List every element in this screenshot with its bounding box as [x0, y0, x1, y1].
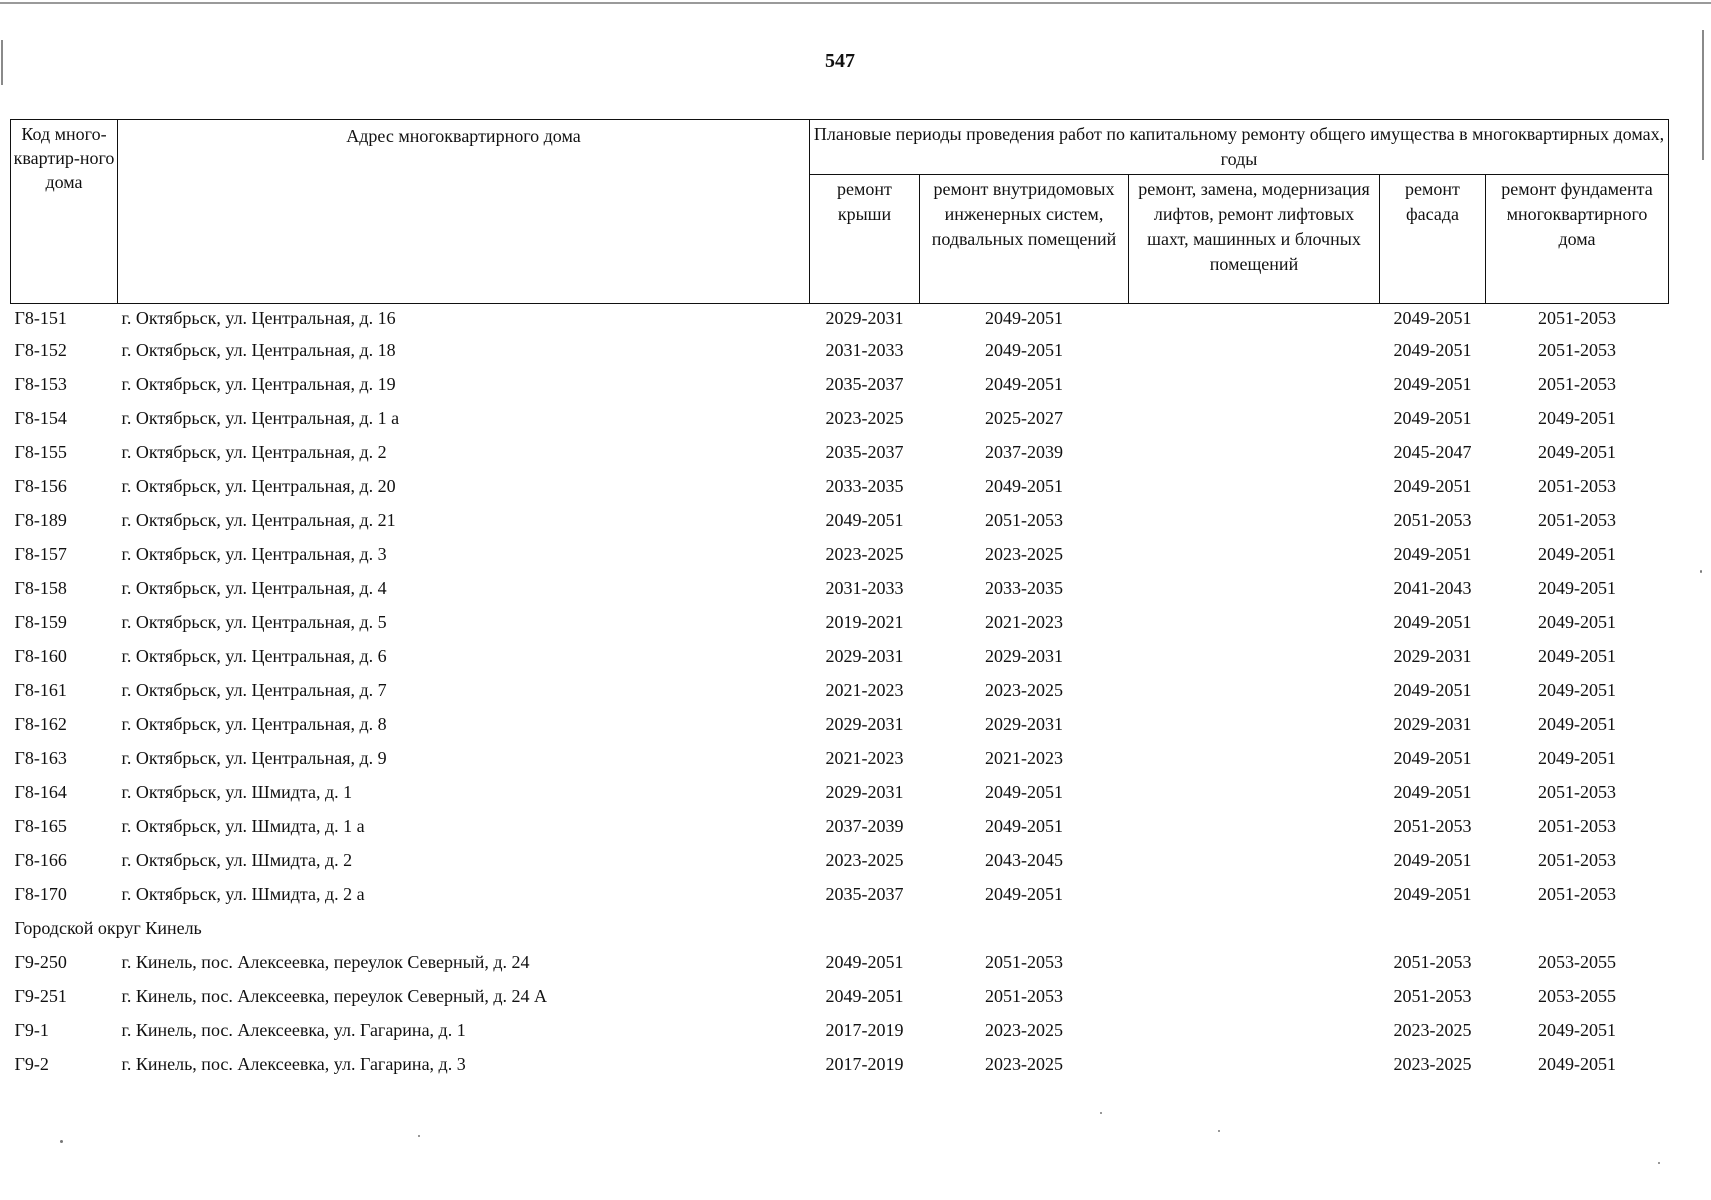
header-periods-group: Плановые периоды проведения работ по капитальному ремонту общего имущества в многоквартирных домах, годы	[810, 120, 1669, 175]
cell-elevators	[1129, 712, 1380, 746]
cell-code: Г9-250	[14, 952, 67, 972]
table-body	[11, 304, 1669, 1087]
table-row	[11, 814, 1669, 848]
cell-foundation: 2053-2055	[1538, 986, 1616, 1006]
cell-facade: 2045-2047	[1393, 442, 1472, 462]
table-row	[11, 440, 1669, 474]
cell-roof: 2029-2031	[825, 308, 904, 328]
cell-elevators	[1129, 406, 1380, 440]
cell-facade: 2049-2051	[1393, 612, 1472, 632]
cell-elevators	[1129, 440, 1380, 474]
cell-elevators	[1129, 1018, 1380, 1052]
cell-address: г. Кинель, пос. Алексеевка, переулок Северный, д. 24 А	[121, 986, 548, 1006]
cell-roof: 2049-2051	[825, 510, 904, 530]
cell-address: г. Октябрьск, ул. Шмидта, д. 1 а	[121, 816, 365, 836]
cell-code: Г8-156	[14, 476, 67, 496]
cell-address: г. Октябрьск, ул. Центральная, д. 19	[121, 374, 396, 394]
cell-engineering: 2023-2025	[985, 544, 1063, 564]
cell-code: Г8-154	[14, 408, 67, 428]
table-row	[11, 780, 1669, 814]
cell-address: г. Октябрьск, ул. Центральная, д. 1 а	[121, 408, 400, 428]
cell-elevators	[1129, 678, 1380, 712]
cell-engineering: 2049-2051	[985, 816, 1063, 836]
cell-address: г. Кинель, пос. Алексеевка, переулок Северный, д. 24	[121, 952, 530, 972]
cell-roof: 2023-2025	[825, 544, 904, 564]
section-title: Городской округ Кинель	[14, 918, 202, 938]
cell-code: Г8-163	[14, 748, 67, 768]
cell-elevators	[1129, 746, 1380, 780]
cell-elevators	[1129, 984, 1380, 1018]
cell-engineering: 2051-2053	[985, 510, 1063, 530]
cell-foundation: 2049-2051	[1538, 646, 1616, 666]
cell-code: Г8-165	[14, 816, 67, 836]
cell-code: Г9-251	[14, 986, 67, 1006]
cell-facade: 2029-2031	[1393, 714, 1472, 734]
cell-roof: 2029-2031	[825, 782, 904, 802]
cell-foundation: 2049-2051	[1538, 578, 1616, 598]
cell-foundation: 2049-2051	[1538, 748, 1616, 768]
cell-address: г. Октябрьск, ул. Шмидта, д. 2	[121, 850, 353, 870]
cell-roof: 2033-2035	[825, 476, 904, 496]
cell-elevators	[1129, 542, 1380, 576]
cell-facade: 2049-2051	[1393, 476, 1472, 496]
cell-code: Г8-155	[14, 442, 67, 462]
cell-engineering: 2043-2045	[985, 850, 1063, 870]
cell-engineering: 2023-2025	[985, 1054, 1063, 1074]
cell-foundation: 2051-2053	[1538, 476, 1616, 496]
section-row	[11, 916, 1669, 950]
cell-engineering: 2029-2031	[985, 714, 1063, 734]
cell-engineering: 2033-2035	[985, 578, 1063, 598]
cell-elevators	[1129, 644, 1380, 678]
cell-engineering: 2049-2051	[985, 884, 1063, 904]
scan-edge-right	[1702, 30, 1704, 160]
cell-code: Г8-164	[14, 782, 67, 802]
cell-foundation: 2049-2051	[1538, 544, 1616, 564]
cell-roof: 2017-2019	[825, 1054, 904, 1074]
cell-roof: 2035-2037	[825, 374, 904, 394]
cell-roof: 2023-2025	[825, 850, 904, 870]
cell-code: Г8-162	[14, 714, 67, 734]
cell-facade: 2049-2051	[1393, 374, 1472, 394]
cell-elevators	[1129, 474, 1380, 508]
cell-elevators	[1129, 882, 1380, 916]
scan-speck	[418, 1135, 420, 1137]
cell-address: г. Октябрьск, ул. Шмидта, д. 2 а	[121, 884, 365, 904]
table-row	[11, 746, 1669, 780]
cell-facade: 2049-2051	[1393, 340, 1472, 360]
cell-elevators	[1129, 610, 1380, 644]
header-elevators: ремонт, замена, модернизация лифтов, ремонт лифтовых шахт, машинных и блочных помещений	[1129, 175, 1380, 304]
cell-roof: 2035-2037	[825, 442, 904, 462]
table-row	[11, 474, 1669, 508]
cell-roof: 2037-2039	[825, 816, 904, 836]
cell-foundation: 2049-2051	[1538, 442, 1616, 462]
cell-code: Г8-153	[14, 374, 67, 394]
header-code: Код много-квартир-ного дома	[11, 120, 118, 304]
table-row	[11, 984, 1669, 1018]
table-row	[11, 678, 1669, 712]
cell-facade: 2051-2053	[1393, 510, 1472, 530]
cell-facade: 2051-2053	[1393, 816, 1472, 836]
cell-engineering: 2049-2051	[985, 374, 1063, 394]
cell-address: г. Октябрьск, ул. Шмидта, д. 1	[121, 782, 353, 802]
header-foundation: ремонт фундамента многоквартирного дома	[1486, 175, 1669, 304]
cell-elevators	[1129, 780, 1380, 814]
cell-facade: 2051-2053	[1393, 986, 1472, 1006]
cell-roof: 2021-2023	[825, 748, 904, 768]
table-row	[11, 372, 1669, 406]
cell-code: Г9-1	[14, 1020, 49, 1040]
cell-facade: 2049-2051	[1393, 782, 1472, 802]
cell-elevators	[1129, 1052, 1380, 1086]
cell-roof: 2029-2031	[825, 646, 904, 666]
cell-code: Г8-152	[14, 340, 67, 360]
cell-facade: 2029-2031	[1393, 646, 1472, 666]
cell-elevators	[1129, 814, 1380, 848]
cell-facade: 2049-2051	[1393, 748, 1472, 768]
cell-engineering: 2037-2039	[985, 442, 1063, 462]
cell-engineering: 2049-2051	[985, 476, 1063, 496]
cell-foundation: 2051-2053	[1538, 816, 1616, 836]
cell-address: г. Октябрьск, ул. Центральная, д. 7	[121, 680, 387, 700]
table-row	[11, 1018, 1669, 1052]
table-row	[11, 882, 1669, 916]
cell-facade: 2049-2051	[1393, 544, 1472, 564]
table-row	[11, 712, 1669, 746]
cell-roof: 2031-2033	[825, 340, 904, 360]
cell-roof: 2019-2021	[825, 612, 904, 632]
table-row	[11, 508, 1669, 542]
repair-schedule-table	[10, 119, 1669, 1086]
cell-engineering: 2049-2051	[985, 782, 1063, 802]
table-row	[11, 542, 1669, 576]
cell-address: г. Октябрьск, ул. Центральная, д. 16	[121, 308, 396, 328]
cell-code: Г8-161	[14, 680, 67, 700]
scan-speck	[60, 1140, 63, 1143]
cell-elevators	[1129, 304, 1380, 339]
cell-foundation: 2051-2053	[1538, 850, 1616, 870]
cell-address: г. Октябрьск, ул. Центральная, д. 8	[121, 714, 387, 734]
scan-speck	[1100, 1112, 1102, 1114]
cell-address: г. Октябрьск, ул. Центральная, д. 21	[121, 510, 396, 530]
cell-roof: 2049-2051	[825, 986, 904, 1006]
table-row	[11, 1052, 1669, 1086]
cell-engineering: 2021-2023	[985, 748, 1063, 768]
cell-code: Г8-151	[14, 308, 67, 328]
cell-elevators	[1129, 576, 1380, 610]
cell-foundation: 2051-2053	[1538, 510, 1616, 530]
cell-facade: 2049-2051	[1393, 680, 1472, 700]
cell-address: г. Кинель, пос. Алексеевка, ул. Гагарина, д. 1	[121, 1020, 466, 1040]
cell-facade: 2049-2051	[1393, 408, 1472, 428]
cell-engineering: 2029-2031	[985, 646, 1063, 666]
cell-address: г. Кинель, пос. Алексеевка, ул. Гагарина, д. 3	[121, 1054, 466, 1074]
cell-engineering: 2023-2025	[985, 680, 1063, 700]
cell-roof: 2049-2051	[825, 952, 904, 972]
cell-roof: 2031-2033	[825, 578, 904, 598]
cell-roof: 2017-2019	[825, 1020, 904, 1040]
cell-foundation: 2051-2053	[1538, 308, 1616, 328]
cell-address: г. Октябрьск, ул. Центральная, д. 3	[121, 544, 387, 564]
table-row	[11, 576, 1669, 610]
table-row	[11, 950, 1669, 984]
cell-code: Г8-157	[14, 544, 67, 564]
cell-facade: 2023-2025	[1393, 1020, 1472, 1040]
table-row	[11, 610, 1669, 644]
cell-facade: 2041-2043	[1393, 578, 1472, 598]
cell-facade: 2023-2025	[1393, 1054, 1472, 1074]
cell-roof: 2023-2025	[825, 408, 904, 428]
cell-address: г. Октябрьск, ул. Центральная, д. 5	[121, 612, 387, 632]
cell-address: г. Октябрьск, ул. Центральная, д. 9	[121, 748, 387, 768]
scan-edge-top	[0, 2, 1711, 4]
cell-foundation: 2051-2053	[1538, 374, 1616, 394]
cell-foundation: 2049-2051	[1538, 680, 1616, 700]
cell-facade: 2049-2051	[1393, 850, 1472, 870]
cell-engineering: 2021-2023	[985, 612, 1063, 632]
cell-engineering: 2049-2051	[985, 340, 1063, 360]
cell-facade: 2049-2051	[1393, 884, 1472, 904]
page-number: 547	[825, 50, 855, 72]
cell-foundation: 2049-2051	[1538, 408, 1616, 428]
cell-foundation: 2049-2051	[1538, 714, 1616, 734]
cell-engineering: 2023-2025	[985, 1020, 1063, 1040]
cell-elevators	[1129, 338, 1380, 372]
table-row	[11, 848, 1669, 882]
cell-elevators	[1129, 950, 1380, 984]
cell-engineering: 2051-2053	[985, 952, 1063, 972]
cell-address: г. Октябрьск, ул. Центральная, д. 20	[121, 476, 396, 496]
scan-speck	[1700, 570, 1702, 573]
cell-code: Г8-189	[14, 510, 67, 530]
cell-code: Г8-159	[14, 612, 67, 632]
cell-roof: 2029-2031	[825, 714, 904, 734]
cell-foundation: 2051-2053	[1538, 884, 1616, 904]
table-row	[11, 304, 1669, 339]
cell-address: г. Октябрьск, ул. Центральная, д. 4	[121, 578, 387, 598]
cell-facade: 2049-2051	[1393, 308, 1472, 328]
cell-foundation: 2051-2053	[1538, 782, 1616, 802]
cell-engineering: 2051-2053	[985, 986, 1063, 1006]
cell-facade: 2051-2053	[1393, 952, 1472, 972]
table-row	[11, 338, 1669, 372]
cell-code: Г8-158	[14, 578, 67, 598]
cell-code: Г8-170	[14, 884, 67, 904]
cell-elevators	[1129, 508, 1380, 542]
scan-speck	[1218, 1130, 1220, 1132]
header-facade: ремонт фасада	[1380, 175, 1486, 304]
header-engineering: ремонт внутридомовых инженерных систем, подвальных помещений	[920, 175, 1129, 304]
cell-code: Г8-166	[14, 850, 67, 870]
cell-roof: 2021-2023	[825, 680, 904, 700]
cell-engineering: 2049-2051	[985, 308, 1063, 328]
cell-code: Г8-160	[14, 646, 67, 666]
cell-foundation: 2053-2055	[1538, 952, 1616, 972]
header-address: Адрес многоквартирного дома	[118, 120, 810, 304]
cell-foundation: 2051-2053	[1538, 340, 1616, 360]
header-roof: ремонт крыши	[810, 175, 920, 304]
cell-address: г. Октябрьск, ул. Центральная, д. 18	[121, 340, 396, 360]
cell-code: Г9-2	[14, 1054, 49, 1074]
scan-speck	[1658, 1162, 1660, 1164]
table-row	[11, 644, 1669, 678]
table-row	[11, 406, 1669, 440]
cell-address: г. Октябрьск, ул. Центральная, д. 6	[121, 646, 387, 666]
cell-engineering: 2025-2027	[985, 408, 1063, 428]
cell-elevators	[1129, 848, 1380, 882]
cell-foundation: 2049-2051	[1538, 1054, 1616, 1074]
cell-address: г. Октябрьск, ул. Центральная, д. 2	[121, 442, 387, 462]
cell-foundation: 2049-2051	[1538, 1020, 1616, 1040]
cell-roof: 2035-2037	[825, 884, 904, 904]
cell-foundation: 2049-2051	[1538, 612, 1616, 632]
cell-elevators	[1129, 372, 1380, 406]
